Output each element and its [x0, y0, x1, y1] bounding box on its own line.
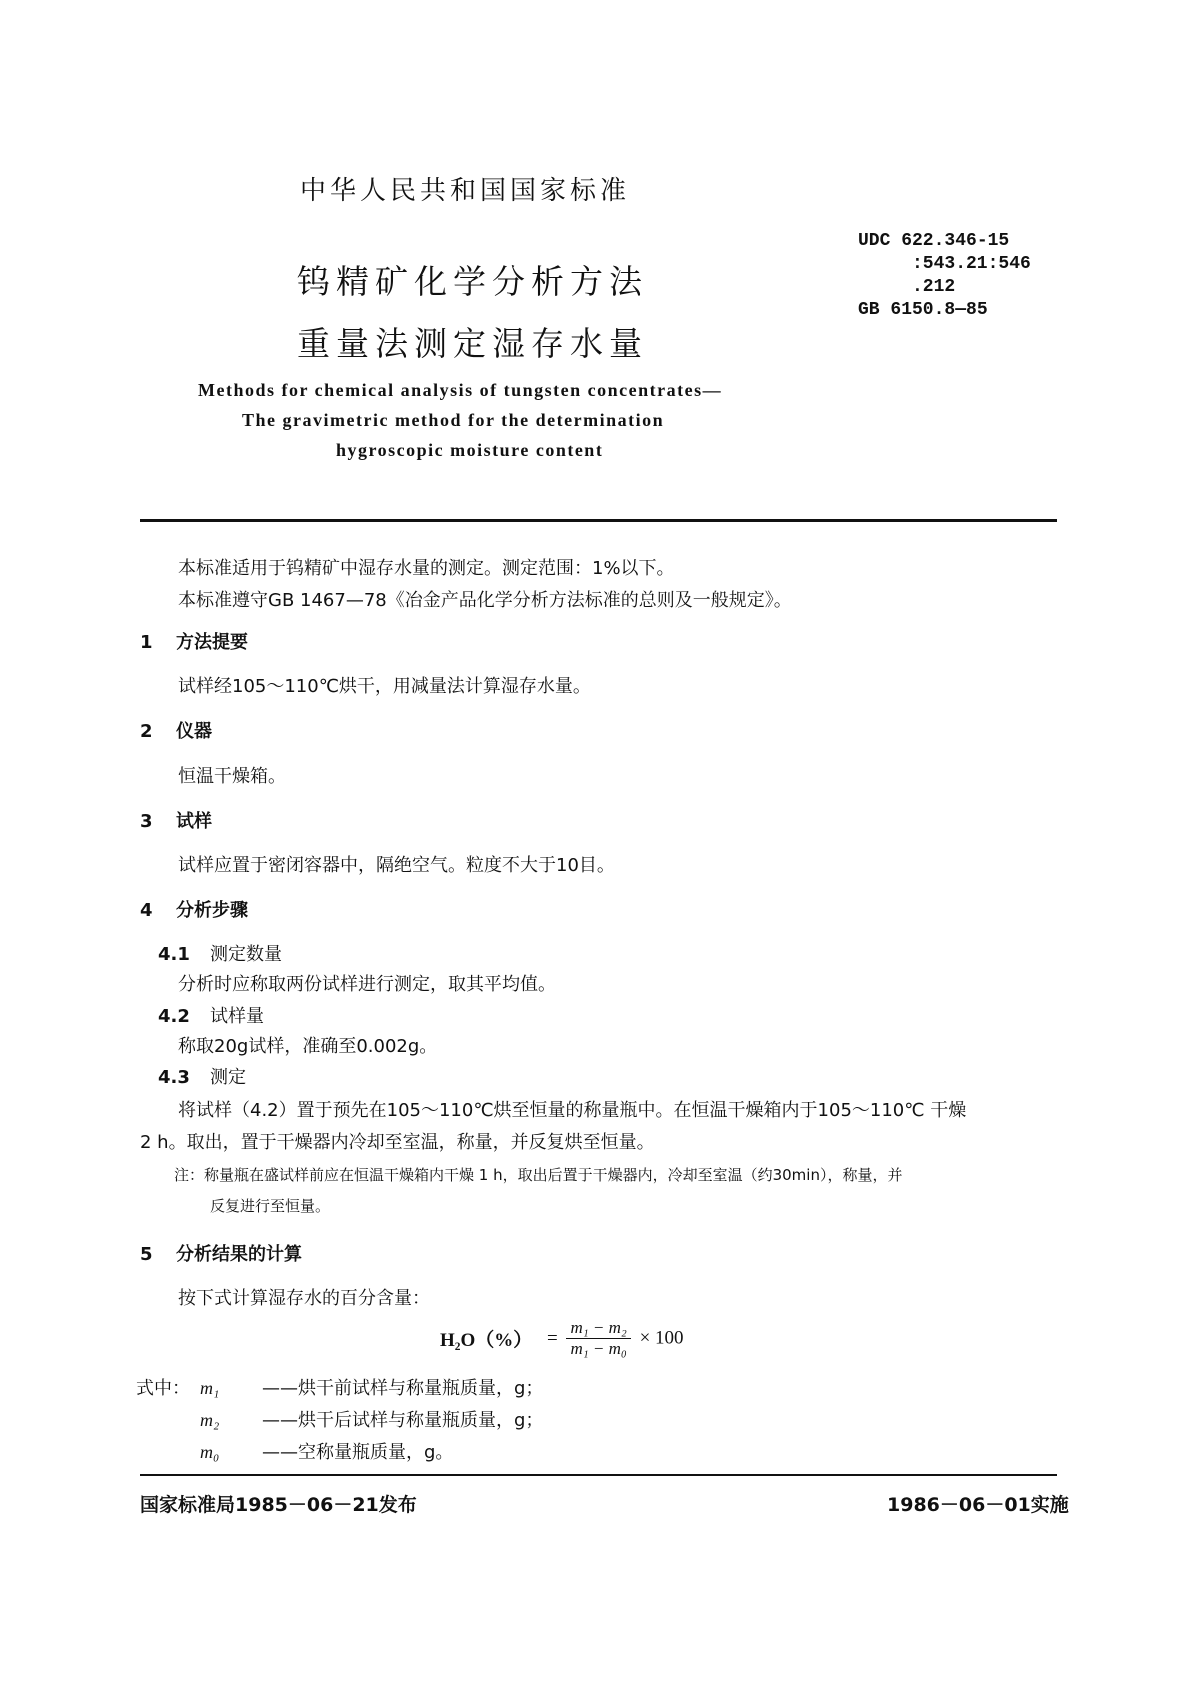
- variable-symbol: m₂: [200, 1410, 220, 1430]
- subsection-number: 4.3: [158, 1067, 190, 1088]
- variable-description: ——空称量瓶质量，g。: [262, 1442, 454, 1463]
- subsection-4-2-heading: [158, 1002, 264, 1028]
- intro-compliance: 本标准遵守GB 1467—78《冶金产品化学分析方法标准的总则及一般规定》。: [178, 590, 792, 611]
- section-1-text: 试样经105～110℃烘干，用减量法计算湿存水量。: [178, 676, 591, 697]
- effective-date: 1986－06－01实施: [887, 1494, 1069, 1516]
- section-1-heading: [140, 628, 248, 654]
- footer-divider: [140, 1474, 1057, 1476]
- subsection-4-1-heading: [158, 940, 282, 966]
- subsection-title: 测定: [210, 1067, 246, 1088]
- udc-line: .212: [912, 277, 956, 297]
- udc-code-block: [858, 230, 1031, 322]
- issue-date: 国家标准局1985－06－21发布: [140, 1494, 417, 1516]
- variable-description: ——烘干后试样与称量瓶质量，g；: [262, 1410, 544, 1431]
- section-number: 1: [140, 632, 153, 653]
- national-standard-heading: 中华人民共和国国家标准: [300, 176, 631, 206]
- moisture-formula: [440, 1318, 684, 1362]
- note-line2: 反复进行至恒量。: [210, 1197, 331, 1215]
- subsection-4-2-text: 称取20g试样，准确至0.002g。: [178, 1036, 438, 1057]
- section-title: 仪器: [176, 721, 212, 742]
- section-3-heading: [140, 807, 212, 833]
- gb-number: GB 6150.8—85: [858, 300, 988, 320]
- section-title: 方法提要: [176, 632, 248, 653]
- subsection-number: 4.2: [158, 1006, 190, 1027]
- subsection-4-3-text-line2: 2 h。取出，置于干燥器内冷却至室温，称量，并反复烘至恒量。: [140, 1132, 655, 1153]
- note-line1: 注：称量瓶在盛试样前应在恒温干燥箱内干燥 1 h，取出后置于干燥器内，冷却至室温（约30min），称量，并: [174, 1166, 903, 1184]
- variable-definition: [200, 1406, 543, 1432]
- subsection-title: 测定数量: [210, 944, 282, 965]
- section-2-heading: [140, 717, 212, 743]
- section-number: 3: [140, 811, 153, 832]
- title-cn-line2: 重量法测定湿存水量: [297, 324, 648, 363]
- formula-fraction: [566, 1318, 630, 1359]
- subsection-4-3-text-line1: 将试样（4.2）置于预先在105～110℃烘至恒量的称量瓶中。在恒温干燥箱内于105～110℃ 干燥: [178, 1100, 967, 1121]
- formula-lhs: H₂O（%）: [440, 1330, 533, 1351]
- section-title: 分析步骤: [176, 900, 248, 921]
- variable-symbol: m₁: [200, 1378, 220, 1398]
- section-3-text: 试样应置于密闭容器中，隔绝空气。粒度不大于10目。: [178, 855, 615, 876]
- title-en-line2: The gravimetric method for the determination: [242, 410, 665, 430]
- udc-line: :543.21:546: [912, 254, 1031, 274]
- subsection-4-3-heading: [158, 1063, 246, 1089]
- title-cn-line1: 钨精矿化学分析方法: [297, 262, 648, 301]
- where-label: 式中：: [136, 1378, 190, 1399]
- section-title: 试样: [176, 811, 212, 832]
- variable-symbol: m₀: [200, 1442, 220, 1462]
- title-en-line3: hygroscopic moisture content: [336, 440, 604, 460]
- subsection-title: 试样量: [210, 1006, 264, 1027]
- section-2-text: 恒温干燥箱。: [178, 766, 286, 787]
- variable-definition: [200, 1374, 543, 1400]
- section-5-heading: [140, 1240, 302, 1266]
- title-en-line1: Methods for chemical analysis of tungsten concentrates—: [198, 380, 723, 400]
- intro-scope: 本标准适用于钨精矿中湿存水量的测定。测定范围：1%以下。: [178, 558, 675, 579]
- section-5-text: 按下式计算湿存水的百分含量：: [178, 1288, 430, 1309]
- subsection-number: 4.1: [158, 944, 190, 965]
- formula-numerator: m₁ − m₂: [566, 1318, 630, 1339]
- section-title: 分析结果的计算: [176, 1244, 302, 1265]
- formula-multiplier: × 100: [639, 1327, 684, 1349]
- formula-equals: =: [547, 1327, 558, 1349]
- section-number: 4: [140, 900, 153, 921]
- section-4-heading: [140, 896, 248, 922]
- variable-definition: [200, 1438, 453, 1464]
- section-number: 2: [140, 721, 153, 742]
- udc-line: UDC 622.346-15: [858, 231, 1010, 251]
- subsection-4-1-text: 分析时应称取两份试样进行测定，取其平均值。: [178, 974, 556, 995]
- header-divider: [140, 519, 1057, 522]
- variable-description: ——烘干前试样与称量瓶质量，g；: [262, 1378, 544, 1399]
- section-number: 5: [140, 1244, 153, 1265]
- formula-denominator: m₁ − m₀: [570, 1339, 627, 1358]
